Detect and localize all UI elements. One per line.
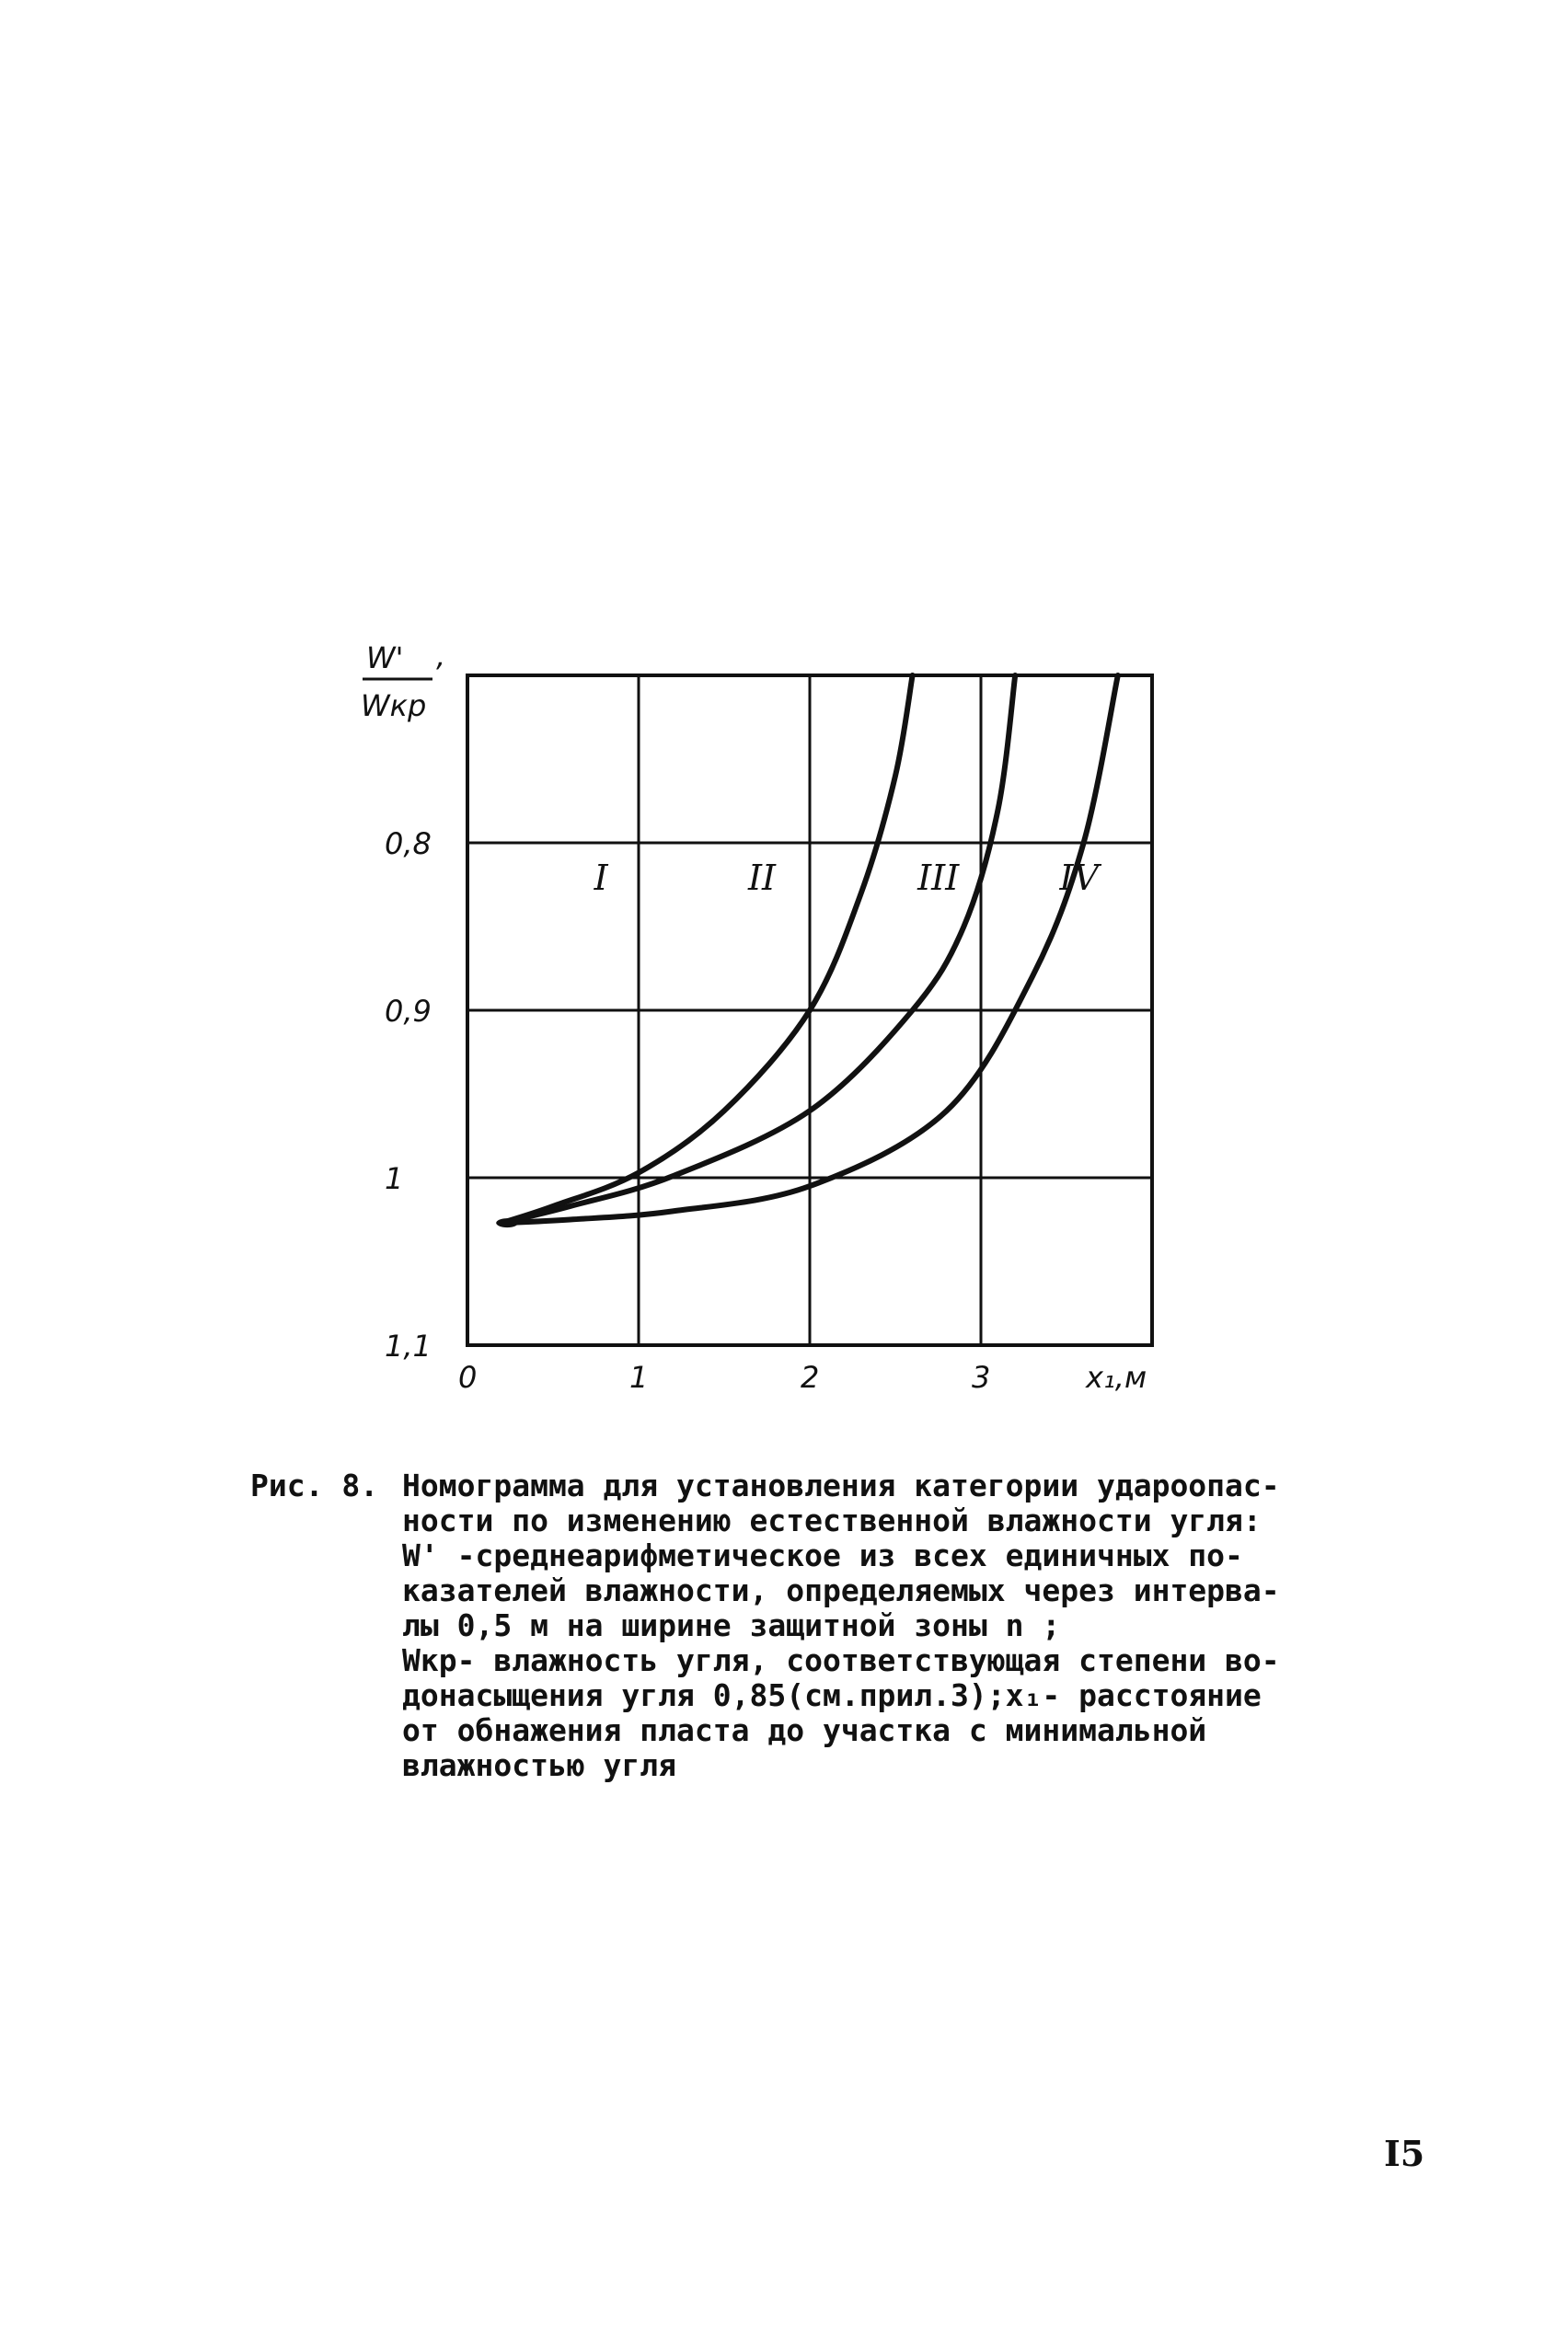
x-tick-label: 3 (972, 1360, 991, 1395)
figure-label: Рис. 8. (250, 1468, 379, 1503)
caption-line: W' -среднеарифметическое из всех единичных по- (402, 1537, 1243, 1573)
curve-label-IV: IV (1059, 857, 1100, 898)
y-tick-label: 1 (385, 1161, 404, 1196)
caption-line: Wкр- влажность угля, соответствующая степени во- (402, 1642, 1280, 1678)
y-tick-label: 1,1 (385, 1329, 432, 1364)
caption-line: лы 0,5 м на ширине защитной зоны n ; (402, 1607, 1061, 1643)
x-tick-label: 0 (458, 1360, 478, 1395)
y-tick-label: 0,8 (385, 826, 432, 861)
curve-II (502, 675, 1015, 1223)
caption-line: донасыщения угля 0,85(см.прил.3);x₁- расстояние (402, 1677, 1262, 1713)
curve-I (502, 675, 912, 1223)
curve-label-III: III (917, 857, 960, 898)
y-axis-title-suffix: , (436, 639, 446, 674)
caption-line: от обнажения пласта до участка с минимальной (402, 1712, 1207, 1748)
x-tick-label: 2 (801, 1360, 820, 1395)
caption-line: казателей влажности, определяемых через интерва- (402, 1572, 1280, 1608)
caption-line: влажностью угля (402, 1747, 677, 1783)
curve-label-II: II (748, 857, 777, 898)
chart-labels (385, 826, 1102, 1395)
chart-curves (496, 675, 1118, 1227)
y-axis-title-denominator: Wкр (361, 688, 427, 723)
y-tick-label: 0,9 (385, 994, 432, 1029)
x-axis-title: x₁,м (1086, 1360, 1147, 1395)
x-tick-label: 1 (629, 1360, 649, 1395)
caption-line: Номограмма для установления категории удароопас- (402, 1468, 1280, 1503)
page-number: I5 (1384, 2133, 1425, 2174)
curves-origin-point (496, 1218, 518, 1227)
caption-line: ности по изменению естественной влажности угля: (402, 1503, 1262, 1538)
figure-caption (250, 1468, 1382, 1783)
y-axis-title-numerator: W' (366, 640, 404, 675)
curve-label-I: I (594, 857, 608, 898)
